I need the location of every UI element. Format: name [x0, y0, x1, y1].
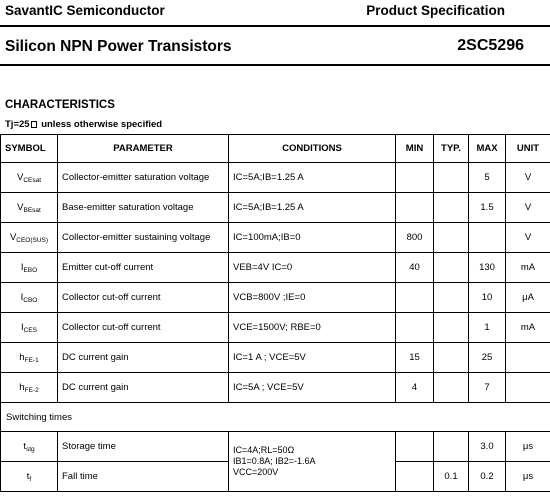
symbol-cell: $t_f$: [1, 462, 58, 492]
typ-cell: [434, 432, 469, 462]
typ-cell: [434, 253, 469, 283]
unit-cell: mA: [506, 313, 550, 343]
max-cell: 0.2: [469, 462, 506, 492]
symbol-cell: $I_{CBO}$: [1, 283, 58, 313]
max-cell: 3.0: [469, 432, 506, 462]
symbol-cell: $V_{CEsat}$: [1, 163, 58, 193]
unit-cell: μs: [506, 462, 550, 492]
min-cell: 15: [396, 343, 434, 373]
condition-suffix: unless otherwise specified: [38, 119, 163, 130]
unit-cell: V: [506, 193, 550, 223]
max-cell: 10: [469, 283, 506, 313]
min-cell: [396, 283, 434, 313]
table-row: [1, 373, 550, 403]
max-cell: 1.5: [469, 193, 506, 223]
unit-cell: V: [506, 223, 550, 253]
typ-cell: [434, 343, 469, 373]
unit-cell: [506, 373, 550, 403]
unit-cell: μA: [506, 283, 550, 313]
header-max: MAX: [469, 135, 506, 163]
header-typ: TYP.: [434, 135, 469, 163]
typ-cell: [434, 163, 469, 193]
temperature-condition-note: [5, 119, 162, 130]
table-row: [1, 163, 550, 193]
header-conditions: CONDITIONS: [229, 135, 396, 163]
typ-cell: [434, 193, 469, 223]
company-name: SavantIC Semiconductor: [5, 3, 165, 18]
max-cell: 130: [469, 253, 506, 283]
table-row: [1, 283, 550, 313]
unit-cell: [506, 343, 550, 373]
min-cell: [396, 193, 434, 223]
typ-cell: [434, 373, 469, 403]
min-cell: 40: [396, 253, 434, 283]
switching-times-label: Switching times: [1, 403, 550, 432]
unit-cell: V: [506, 163, 550, 193]
switching-conditions-cell: [229, 432, 396, 492]
document-type: Product Specification: [366, 3, 505, 18]
header-min: MIN: [396, 135, 434, 163]
symbol-cell: $t_{stg}$: [1, 432, 58, 462]
max-cell: [469, 223, 506, 253]
header-unit: UNIT: [506, 135, 550, 163]
min-cell: [396, 462, 434, 492]
symbol-cell: $V_{CEO(SUS)}$: [1, 223, 58, 253]
table-row: [1, 313, 550, 343]
table-row: [1, 223, 550, 253]
conditions-cell: VEB=4V IC=0: [229, 253, 396, 283]
min-cell: [396, 432, 434, 462]
typ-cell: [434, 313, 469, 343]
header-symbol: SYMBOL: [1, 135, 58, 163]
symbol-cell: $h_{FE-2}$: [1, 373, 58, 403]
conditions-cell: IC=100mA;IB=0: [229, 223, 396, 253]
parameter-cell: Collector-emitter sustaining voltage: [58, 223, 229, 253]
conditions-cell: IC=5A;IB=1.25 A: [229, 163, 396, 193]
conditions-cell: IC=5A ; VCE=5V: [229, 373, 396, 403]
symbol-cell: $I_{CES}$: [1, 313, 58, 343]
conditions-cell: VCE=1500V; RBE=0: [229, 313, 396, 343]
table-row: [1, 193, 550, 223]
table-header-row: [1, 135, 550, 163]
section-title: CHARACTERISTICS: [5, 99, 115, 111]
header-parameter: PARAMETER: [58, 135, 229, 163]
parameter-cell: Collector-emitter saturation voltage: [58, 163, 229, 193]
min-cell: 4: [396, 373, 434, 403]
parameter-cell: Collector cut-off current: [58, 283, 229, 313]
min-cell: [396, 163, 434, 193]
parameter-cell: Storage time: [58, 432, 229, 462]
parameter-cell: Base-emitter saturation voltage: [58, 193, 229, 223]
symbol-cell: $I_{EBO}$: [1, 253, 58, 283]
conditions-cell: VCB=800V ;IE=0: [229, 283, 396, 313]
min-cell: [396, 313, 434, 343]
parameter-cell: Emitter cut-off current: [58, 253, 229, 283]
parameter-cell: DC current gain: [58, 373, 229, 403]
min-cell: 800: [396, 223, 434, 253]
unit-cell: mA: [506, 253, 550, 283]
symbol-cell: $V_{BEsat}$: [1, 193, 58, 223]
switching-condition-line: IB1=0.8A; IB2=-1.6A: [233, 456, 316, 466]
switching-times-row: [1, 403, 550, 432]
degree-symbol-box: [31, 121, 37, 128]
unit-cell: μs: [506, 432, 550, 462]
table-row: [1, 432, 550, 462]
max-cell: 25: [469, 343, 506, 373]
parameter-cell: Collector cut-off current: [58, 313, 229, 343]
symbol-cell: $h_{FE-1}$: [1, 343, 58, 373]
typ-cell: 0.1: [434, 462, 469, 492]
typ-cell: [434, 223, 469, 253]
conditions-cell: IC=5A;IB=1.25 A: [229, 193, 396, 223]
header-divider-top: [0, 25, 550, 27]
conditions-cell: IC=1 A ; VCE=5V: [229, 343, 396, 373]
parameter-cell: Fall time: [58, 462, 229, 492]
condition-prefix: Tj=25: [5, 119, 30, 130]
table-row: [1, 253, 550, 283]
characteristics-table: [0, 134, 550, 492]
max-cell: 5: [469, 163, 506, 193]
parameter-cell: DC current gain: [58, 343, 229, 373]
typ-cell: [434, 283, 469, 313]
switching-condition-line: VCC=200V: [233, 467, 279, 477]
header-divider-bottom: [0, 64, 550, 66]
product-title: Silicon NPN Power Transistors: [5, 38, 232, 55]
switching-condition-line: IC=4A;RL=50Ω: [233, 445, 295, 455]
max-cell: 7: [469, 373, 506, 403]
table-row: [1, 343, 550, 373]
max-cell: 1: [469, 313, 506, 343]
part-number: 2SC5296: [457, 37, 524, 54]
